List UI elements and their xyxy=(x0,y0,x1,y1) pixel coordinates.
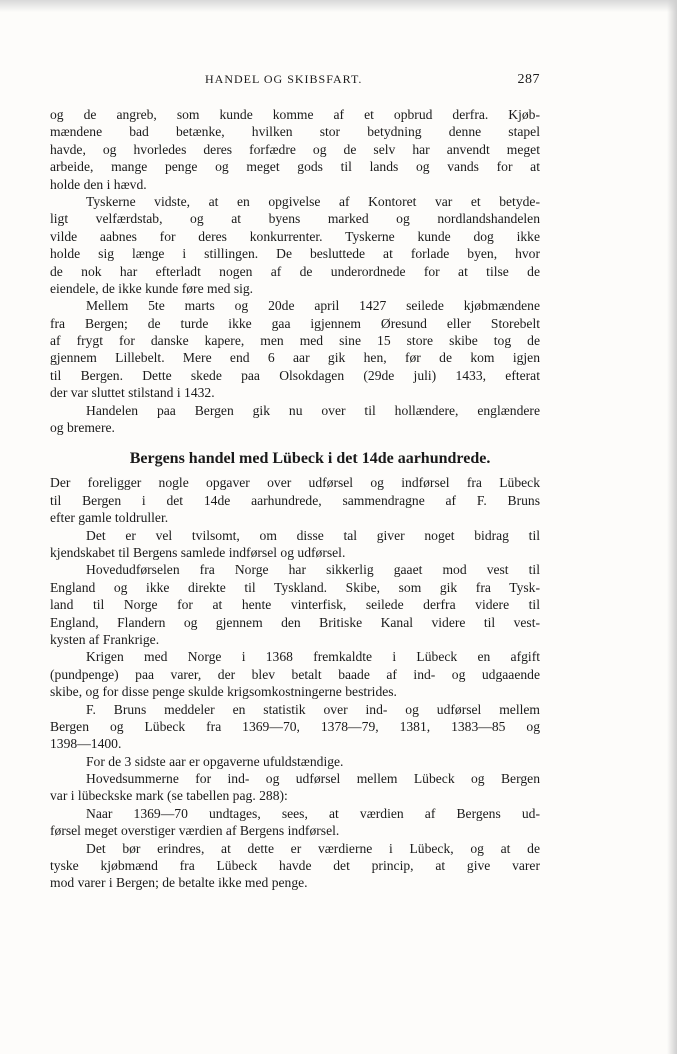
text-line: af frygt for danske kapere, men med sine 15 store skibe tog de xyxy=(50,333,540,349)
text-line: Der foreligger nogle opgaver over udførsel og indførsel fra Lübeck xyxy=(50,475,540,491)
paragraph xyxy=(50,193,540,297)
text-line: de nok har efterladt nogen af de underordnede for at tilse de xyxy=(50,263,540,279)
text-line: var i lübeckske mark (se tabellen pag. 288): xyxy=(50,788,288,804)
text-line: holde den i hævd. xyxy=(50,176,147,192)
paragraph xyxy=(50,840,540,892)
text-line: Hovedsummerne for ind- og udførsel mellem Lübeck og Bergen xyxy=(86,771,540,787)
text-line: Tyskerne vidste, at en opgivelse af Kontoret var et betyde- xyxy=(86,193,540,209)
page-number: 287 xyxy=(517,72,540,87)
text-line: havde, og hvorledes deres forfædre og de selv har anvendt meget xyxy=(50,141,540,157)
text-line: kjendskabet til Bergens samlede indførsel og udførsel. xyxy=(50,544,346,560)
text-line: mod varer i Bergen; de betalte ikke med penge. xyxy=(50,875,308,891)
text-line: mændene bad betænke, hvilken stor betydning denne stapel xyxy=(50,124,540,140)
paragraph xyxy=(50,402,540,437)
section-paragraphs xyxy=(50,474,540,891)
text-line: England, Flandern og gjennem den Britiske Kanal videre til vest- xyxy=(50,614,540,630)
paragraph xyxy=(50,527,540,562)
text-line: Hovedudførselen fra Norge har sikkerlig gaaet mod vest til xyxy=(86,562,540,578)
paragraph xyxy=(50,648,540,700)
text-line: Naar 1369—70 undtages, sees, at værdien af Bergens ud- xyxy=(86,805,540,821)
paragraph xyxy=(50,805,540,840)
body-text xyxy=(50,106,540,892)
section-heading: Bergens handel med Lübeck i det 14de aarhundrede. xyxy=(129,450,491,468)
text-line: der var sluttet stilstand i 1432. xyxy=(50,385,215,401)
paragraph xyxy=(50,701,540,753)
text-line: arbeide, mange penge og meget gods til lands og vands for at xyxy=(50,159,540,175)
scan-right-edge xyxy=(667,0,677,1054)
text-line: førsel meget overstiger værdien af Bergens indførsel. xyxy=(50,823,340,839)
text-line: og bremere. xyxy=(50,420,115,436)
text-line: Det bør erindres, at dette er værdierne i Lübeck, og at de xyxy=(86,840,540,856)
text-line: Handelen paa Bergen gik nu over til hollændere, englændere xyxy=(86,402,540,418)
paragraph xyxy=(50,753,540,770)
text-line: (pundpenge) paa varer, der blev betalt baade af ind- og udgaaende xyxy=(50,666,540,682)
text-line: Det er vel tvilsomt, om disse tal giver noget bidrag til xyxy=(86,527,540,543)
running-header xyxy=(50,72,540,90)
text-line: efter gamle toldruller. xyxy=(50,510,169,526)
paragraph xyxy=(50,770,540,805)
scan-top-edge xyxy=(0,0,677,12)
paragraph xyxy=(50,106,540,193)
text-line: skibe, og for disse penge skulde krigsomkostningerne bestrides. xyxy=(50,684,397,700)
text-line: Bergen og Lübeck fra 1369—70, 1378—79, 1381, 1383—85 og xyxy=(50,718,540,734)
text-line: fra Bergen; de turde ikke gaa igjennem Øresund eller Storebelt xyxy=(50,315,540,331)
text-line: 1398—1400. xyxy=(50,736,122,752)
paragraph xyxy=(50,474,540,526)
text-line: land til Norge for at hente vinterfisk, seilede derfra videre til xyxy=(50,597,540,613)
text-line: F. Bruns meddeler en statistik over ind- og udførsel mellem xyxy=(86,701,540,717)
text-line: ligt velfærdstab, og at byens marked og nordlandshandelen xyxy=(50,211,540,227)
paragraph xyxy=(50,297,540,401)
text-line: til Bergen. Dette skede paa Olsokdagen (29de juli) 1433, efterat xyxy=(50,367,540,383)
text-line: England og ikke direkte til Tyskland. Skibe, som gik fra Tysk- xyxy=(50,579,540,595)
text-line: kysten af Frankrige. xyxy=(50,631,160,647)
running-title: HANDEL OG SKIBSFART. xyxy=(205,72,363,86)
text-line: til Bergen i det 14de aarhundrede, sammendragne af F. Bruns xyxy=(50,492,540,508)
text-line: holde sig længe i stillingen. De besluttede at forlade byen, hvor xyxy=(50,246,540,262)
paragraphs-before-heading xyxy=(50,106,540,436)
paragraph xyxy=(50,561,540,648)
text-line: For de 3 sidste aar er opgaverne ufuldstændige. xyxy=(86,753,344,769)
text-line: vilde aabnes for deres konkurrenter. Tyskerne kunde dog ikke xyxy=(50,228,540,244)
text-line: gjennem Lillebelt. Mere end 6 aar gik hen, før de kom igjen xyxy=(50,350,540,366)
text-line: tyske kjøbmænd fra Lübeck havde det princip, at give varer xyxy=(50,858,540,874)
text-line: Krigen med Norge i 1368 fremkaldte i Lübeck en afgift xyxy=(86,649,540,665)
text-line: Mellem 5te marts og 20de april 1427 seilede kjøbmændene xyxy=(86,298,540,314)
text-line: og de angreb, som kunde komme af et opbrud derfra. Kjøb- xyxy=(50,107,540,122)
text-line: eiendele, de ikke kunde føre med sig. xyxy=(50,280,254,296)
